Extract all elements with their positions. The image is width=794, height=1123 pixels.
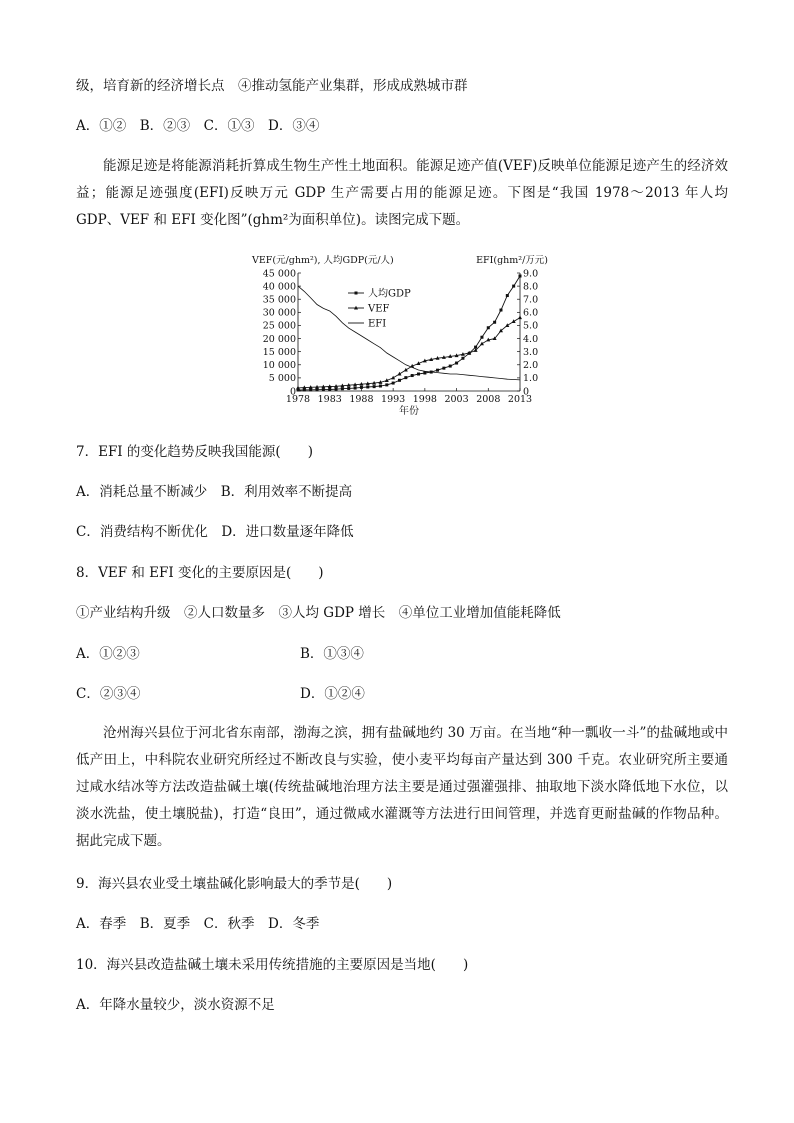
- left-tick-label: 40 000: [262, 281, 296, 293]
- data-point-gdp: [360, 386, 363, 389]
- right-tick-label: 9.0: [523, 268, 539, 280]
- q8-option-c: C．②③④: [76, 686, 141, 702]
- data-point-gdp: [347, 387, 350, 390]
- data-point-gdp: [373, 385, 376, 388]
- right-tick-label: 7.0: [523, 294, 539, 306]
- passage-energy-footprint: 能源足迹是将能源消耗折算成生物生产性土地面积。能源足迹产值(VEF)反映单位能源足迹产生的经济效益；能源足迹强度(EFI)反映万元 GDP 生产需要占用的能源足迹。下图是“我国 1978～2013 年人均 GDP、VEF 和 EFI 变化图”(ghm²为面积单位)。读图完成下题。: [76, 158, 728, 228]
- chart-svg: [250, 250, 550, 428]
- data-point-gdp: [335, 388, 338, 391]
- data-point-gdp: [455, 362, 458, 365]
- q8-stem: 8．VEF 和 EFI 变化的主要原因是( ): [76, 565, 324, 581]
- left-axis-title: VEF(元/ghm²), 人均GDP(元/人): [252, 255, 394, 266]
- left-tick-label: 10 000: [262, 360, 296, 372]
- data-point-gdp: [398, 379, 401, 382]
- x-tick-label: 1998: [412, 394, 437, 405]
- x-tick-label: 2008: [476, 394, 501, 405]
- data-point-gdp: [480, 336, 483, 339]
- right-tick-label: 2.0: [523, 360, 539, 372]
- right-tick-label: 6.0: [523, 307, 539, 319]
- series-line-EFI: [298, 286, 520, 380]
- left-tick-label: 45 000: [262, 268, 296, 280]
- data-point-gdp: [487, 326, 490, 329]
- left-tick-label: 35 000: [262, 294, 296, 306]
- data-point-gdp: [499, 309, 502, 312]
- q7-options-ab: A．消耗总量不断减少 B．利用效率不断提高: [76, 484, 353, 500]
- q8-items: ①产业结构升级 ②人口数量多 ③人均 GDP 增长 ④单位工业增加值能耗降低: [76, 605, 561, 621]
- right-tick-label: 3.0: [523, 346, 539, 358]
- gdp-vef-efi-chart: [250, 250, 550, 428]
- left-tick-label: 25 000: [262, 320, 296, 332]
- right-tick-label: 8.0: [523, 281, 539, 293]
- data-point-gdp: [366, 385, 369, 388]
- x-tick-label: 1978: [285, 394, 311, 405]
- right-tick-label: 5.0: [523, 320, 539, 332]
- right-axis-title: EFI(ghm²/万元): [476, 255, 548, 266]
- data-point-gdp: [411, 374, 414, 377]
- data-point-gdp: [341, 387, 344, 390]
- x-tick-label: 1988: [349, 394, 374, 405]
- left-tick-label: 0: [289, 386, 296, 398]
- legend-label: VEF: [368, 303, 390, 315]
- data-point-gdp: [316, 388, 319, 391]
- legend-label: EFI: [368, 318, 387, 330]
- q8-option-b: B．①③④: [300, 646, 364, 662]
- data-point-gdp: [354, 387, 357, 390]
- q10-stem: 10．海兴县改造盐碱土壤未采用传统措施的主要原因是当地( ): [76, 957, 469, 973]
- data-point-gdp: [506, 294, 509, 297]
- data-point-gdp: [461, 357, 464, 360]
- data-point-gdp: [512, 285, 515, 288]
- left-tick-label: 15 000: [262, 346, 296, 358]
- right-tick-label: 4.0: [523, 333, 539, 345]
- data-point-vef: [480, 342, 484, 346]
- data-point-vef: [404, 368, 408, 372]
- data-point-gdp: [519, 275, 522, 278]
- x-tick-label: 2013: [507, 394, 533, 405]
- left-tick-label: 30 000: [262, 307, 296, 319]
- q9-stem: 9．海兴县农业受土壤盐碱化影响最大的季节是( ): [76, 876, 393, 892]
- q9-options: A．春季 B．夏季 C．秋季 D．冬季: [76, 916, 320, 932]
- left-tick-label: 20 000: [262, 333, 296, 345]
- data-point-vef: [505, 323, 509, 327]
- intro-options: A．①② B．②③ C．①③ D．③④: [76, 118, 320, 134]
- x-tick-label: 2003: [444, 394, 469, 405]
- data-point-gdp: [449, 365, 452, 368]
- right-tick-label: 1.0: [523, 373, 539, 385]
- data-point-gdp: [328, 388, 331, 391]
- q10-option-a: A．年降水量较少，淡水资源不足: [76, 997, 275, 1013]
- data-point-gdp: [322, 388, 325, 391]
- data-point-vef: [518, 315, 522, 319]
- q8-option-a: A．①②③: [76, 646, 140, 662]
- data-point-gdp: [417, 373, 420, 376]
- x-axis-title: 年份: [399, 406, 419, 417]
- data-point-gdp: [392, 382, 395, 385]
- data-point-gdp: [436, 369, 439, 372]
- right-tick-label: 0: [523, 386, 530, 398]
- data-point-gdp: [385, 383, 388, 386]
- passage-haixing: 沧州海兴县位于河北省东南部，渤海之滨，拥有盐碱地约 30 万亩。在当地“种一瓢收一斗”的盐碱地或中低产田上，中科院农业研究所经过不断改良与实验，使小麦平均每亩产量达到 300 千克。农业研究所主要通过咸水结冰等方法改造盐碱土壤(传统盐碱地治理方法主要是通过强灌强排、抽取地下淡水降低地下水位，以淡水洗盐，使土壤脱盐)，打造“良田”，通过微咸水灌溉等方法进行田间管理，并选育更耐盐碱的作物品种。据此完成下题。: [76, 725, 728, 849]
- x-tick-label: 1983: [317, 394, 342, 405]
- intro-line: 级，培育新的经济增长点 ④推动氢能产业集群，形成成熟城市群: [76, 78, 468, 94]
- legend-label: 人均GDP: [368, 288, 411, 300]
- x-tick-label: 1993: [381, 394, 406, 405]
- data-point-gdp: [493, 321, 496, 324]
- q7-stem: 7．EFI 的变化趋势反映我国能源( ): [76, 444, 313, 460]
- q8-option-d: D．①②④: [300, 686, 365, 702]
- data-point-gdp: [423, 372, 426, 375]
- left-tick-label: 5 000: [268, 373, 296, 385]
- data-point-gdp: [442, 367, 445, 370]
- legend-marker-square: [355, 292, 358, 295]
- data-point-gdp: [404, 376, 407, 379]
- data-point-gdp: [379, 384, 382, 387]
- q7-options-cd: C．消费结构不断优化 D．进口数量逐年降低: [76, 524, 354, 540]
